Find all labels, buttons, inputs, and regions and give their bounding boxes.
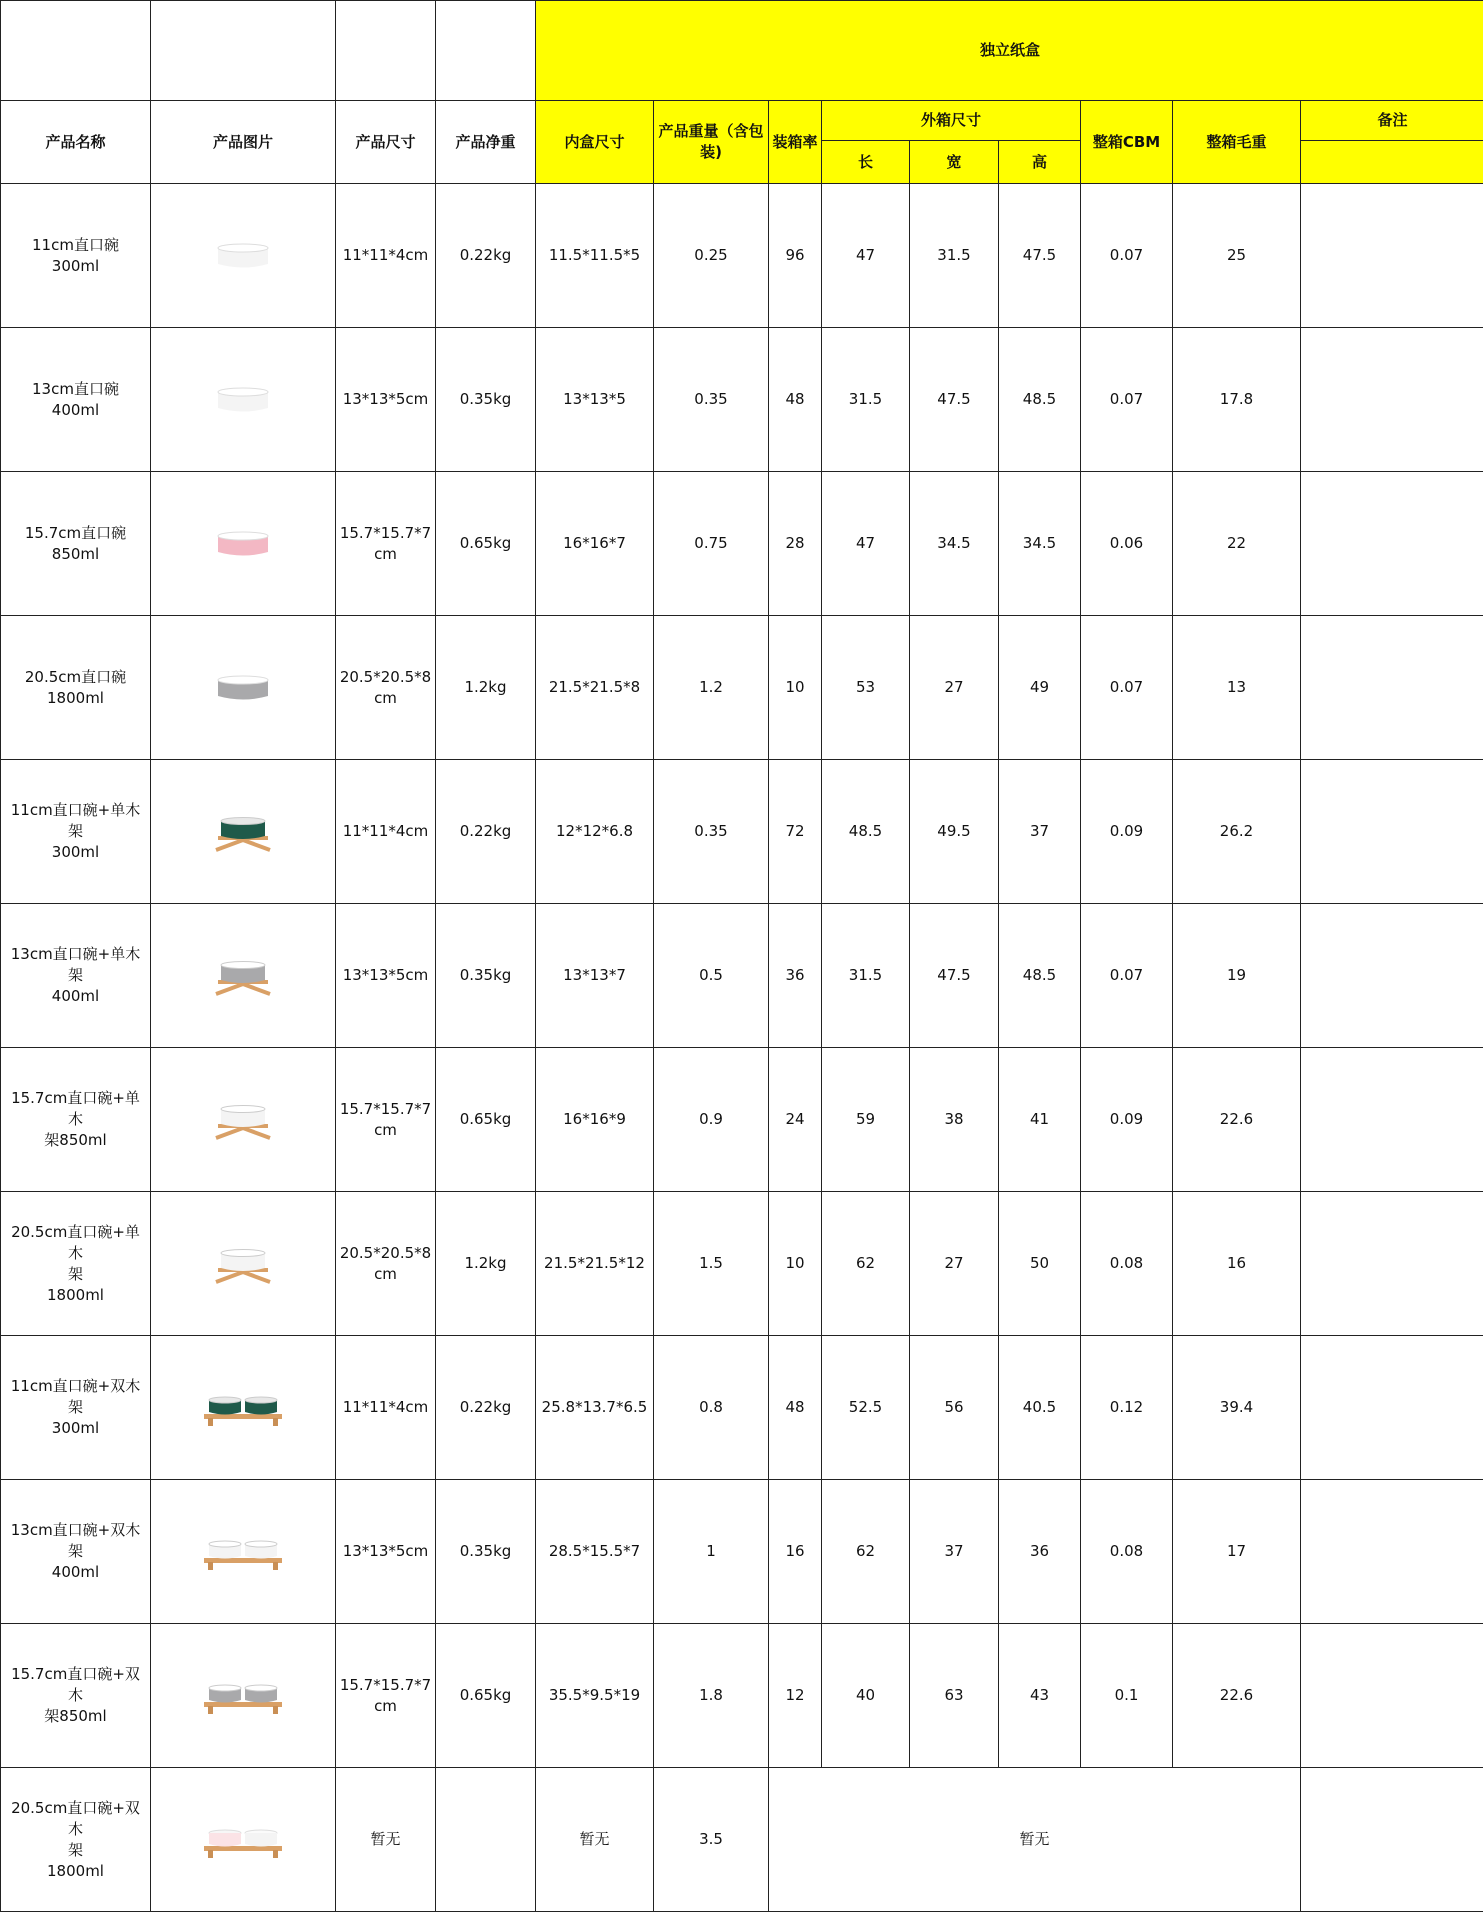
product-image-cell[interactable] [151,184,336,328]
remark-cell[interactable] [1301,1768,1483,1912]
header-net-weight[interactable]: 产品净重 [436,101,536,184]
white-bowl-single-stand-icon [208,1100,278,1140]
product-name-cell[interactable]: 13cm直口碗+单木架 400ml [1,904,151,1048]
pkg-weight-cell[interactable]: 1.2 [654,616,769,760]
pack-rate-cell[interactable]: 10 [769,616,822,760]
product-image-cell[interactable] [151,1624,336,1768]
pkg-weight-cell[interactable]: 0.75 [654,472,769,616]
header-cbm[interactable]: 整箱CBM [1081,101,1173,184]
cbm-cell[interactable]: 0.09 [1081,1048,1173,1192]
pink-white-bowls-double-stand-icon [198,1820,288,1860]
gross-weight-cell[interactable]: 22.6 [1173,1048,1301,1192]
gray-bowl-icon [208,668,278,708]
outer-length-cell[interactable]: 47 [822,472,910,616]
pack-rate-cell[interactable]: 24 [769,1048,822,1192]
net-weight-cell[interactable]: 0.65kg [436,1048,536,1192]
size-cell[interactable]: 20.5*20.5*8cm [336,1192,436,1336]
pkg-weight-cell[interactable]: 3.5 [654,1768,769,1912]
gross-weight-cell[interactable]: 17 [1173,1480,1301,1624]
outer-length-cell[interactable]: 53 [822,616,910,760]
cbm-cell[interactable]: 0.06 [1081,472,1173,616]
net-weight-cell[interactable]: 0.22kg [436,1336,536,1480]
product-name-cell[interactable]: 20.5cm直口碗+单木 架 1800ml [1,1192,151,1336]
outer-length-cell[interactable]: 48.5 [822,760,910,904]
gross-weight-cell[interactable]: 22.6 [1173,1624,1301,1768]
product-image-cell[interactable] [151,472,336,616]
product-name-cell[interactable]: 15.7cm直口碗+单木 架850ml [1,1048,151,1192]
inner-box-cell[interactable]: 21.5*21.5*12 [536,1192,654,1336]
pack-rate-cell[interactable]: 10 [769,1192,822,1336]
header-remark-sub[interactable] [1301,141,1483,184]
gross-weight-cell[interactable]: 25 [1173,184,1301,328]
pkg-weight-cell[interactable]: 0.5 [654,904,769,1048]
table-row-5 [1,760,1483,904]
header-inner-box[interactable]: 内盒尺寸 [536,101,654,184]
header-gross[interactable]: 整箱毛重 [1173,101,1301,184]
outer-width-cell[interactable]: 38 [910,1048,999,1192]
pkg-weight-cell[interactable]: 1.5 [654,1192,769,1336]
cbm-cell[interactable]: 0.07 [1081,328,1173,472]
outer-height-cell[interactable]: 43 [999,1624,1081,1768]
product-name-cell[interactable]: 20.5cm直口碗+双木 架 1800ml [1,1768,151,1912]
cbm-cell[interactable]: 0.07 [1081,616,1173,760]
remark-cell[interactable] [1301,472,1483,616]
table-row-2 [1,328,1483,472]
size-cell[interactable]: 11*11*4cm [336,760,436,904]
outer-width-cell[interactable]: 31.5 [910,184,999,328]
product-image-cell[interactable] [151,616,336,760]
header-pkg-weight[interactable]: 产品重量（含包装) [654,101,769,184]
group-header-row [1,1,1483,101]
gross-weight-cell[interactable]: 39.4 [1173,1336,1301,1480]
product-image-cell[interactable] [151,1048,336,1192]
blank-cell[interactable] [436,1,536,101]
white-bowl-single-stand-icon [208,1244,278,1284]
remark-cell[interactable] [1301,1624,1483,1768]
header-name[interactable]: 产品名称 [1,101,151,184]
size-cell[interactable]: 20.5*20.5*8cm [336,616,436,760]
inner-box-cell[interactable]: 13*13*7 [536,904,654,1048]
header-width[interactable]: 宽 [910,141,999,184]
gross-weight-cell[interactable]: 26.2 [1173,760,1301,904]
net-weight-cell[interactable]: 1.2kg [436,1192,536,1336]
gross-weight-cell[interactable]: 17.8 [1173,328,1301,472]
product-image-cell[interactable] [151,328,336,472]
header-remark[interactable]: 备注 [1301,101,1483,141]
net-weight-cell[interactable]: 0.65kg [436,1624,536,1768]
product-name-cell[interactable]: 11cm直口碗 300ml [1,184,151,328]
outer-height-cell[interactable]: 48.5 [999,328,1081,472]
product-name-cell[interactable]: 13cm直口碗 400ml [1,328,151,472]
pkg-weight-cell[interactable]: 1.8 [654,1624,769,1768]
size-cell[interactable]: 13*13*5cm [336,904,436,1048]
product-image-cell[interactable] [151,904,336,1048]
group-title-cell[interactable]: 独立纸盒 [536,1,1483,101]
outer-width-cell[interactable]: 27 [910,1192,999,1336]
outer-length-cell[interactable]: 47 [822,184,910,328]
pack-rate-cell[interactable]: 48 [769,328,822,472]
header-image[interactable]: 产品图片 [151,101,336,184]
net-weight-cell[interactable]: 0.22kg [436,184,536,328]
product-name-cell[interactable]: 15.7cm直口碗 850ml [1,472,151,616]
net-weight-cell[interactable]: 0.35kg [436,1480,536,1624]
table-row-9 [1,1336,1483,1480]
product-image-cell[interactable] [151,1768,336,1912]
pack-rate-cell[interactable]: 28 [769,472,822,616]
outer-length-cell[interactable]: 40 [822,1624,910,1768]
header-pack-rate[interactable]: 装箱率 [769,101,822,184]
table-row-1 [1,184,1483,328]
product-image-cell[interactable] [151,1192,336,1336]
outer-width-cell[interactable]: 37 [910,1480,999,1624]
outer-height-cell[interactable]: 47.5 [999,184,1081,328]
outer-width-cell[interactable]: 56 [910,1336,999,1480]
cbm-cell[interactable]: 0.1 [1081,1624,1173,1768]
table-row-last [1,1768,1483,1912]
product-image-cell[interactable] [151,760,336,904]
header-height[interactable]: 高 [999,141,1081,184]
pink-bowl-icon [208,524,278,564]
size-cell[interactable]: 13*13*5cm [336,1480,436,1624]
inner-box-cell[interactable]: 13*13*5 [536,328,654,472]
outer-height-cell[interactable]: 34.5 [999,472,1081,616]
cbm-cell[interactable]: 0.08 [1081,1192,1173,1336]
white-bowl-icon [208,380,278,420]
table-row-7 [1,1048,1483,1192]
remark-cell[interactable] [1301,616,1483,760]
inner-box-cell[interactable]: 11.5*11.5*5 [536,184,654,328]
gray-bowls-double-stand-icon [198,1676,288,1716]
white-bowls-double-stand-icon [198,1532,288,1572]
product-name-cell[interactable]: 11cm直口碗+双木架 300ml [1,1336,151,1480]
outer-height-cell[interactable]: 49 [999,616,1081,760]
product-name-cell[interactable]: 15.7cm直口碗+双木 架850ml [1,1624,151,1768]
blank-cell[interactable] [336,1,436,101]
header-length[interactable]: 长 [822,141,910,184]
outer-height-cell[interactable]: 36 [999,1480,1081,1624]
net-weight-cell[interactable]: 0.35kg [436,328,536,472]
pack-rate-cell[interactable]: 96 [769,184,822,328]
cbm-cell[interactable]: 0.07 [1081,904,1173,1048]
outer-length-cell[interactable]: 62 [822,1192,910,1336]
pkg-weight-cell[interactable]: 0.9 [654,1048,769,1192]
table-row-11 [1,1624,1483,1768]
remark-cell[interactable] [1301,184,1483,328]
pack-rate-cell[interactable]: 36 [769,904,822,1048]
outer-height-cell[interactable]: 48.5 [999,904,1081,1048]
outer-length-cell[interactable]: 59 [822,1048,910,1192]
product-name-cell[interactable]: 13cm直口碗+双木架 400ml [1,1480,151,1624]
blank-cell[interactable] [1,1,151,101]
gray-bowl-single-stand-icon [208,956,278,996]
inner-box-cell[interactable]: 16*16*7 [536,472,654,616]
size-cell[interactable]: 15.7*15.7*7cm [336,1048,436,1192]
remark-cell[interactable] [1301,1192,1483,1336]
table-row-4 [1,616,1483,760]
pkg-weight-cell[interactable]: 0.35 [654,328,769,472]
gross-weight-cell[interactable]: 13 [1173,616,1301,760]
net-weight-cell[interactable] [436,1768,536,1912]
inner-box-cell[interactable]: 25.8*13.7*6.5 [536,1336,654,1480]
gross-weight-cell[interactable]: 16 [1173,1192,1301,1336]
merged-na-cell[interactable]: 暂无 [769,1768,1301,1912]
net-weight-cell[interactable]: 0.65kg [436,472,536,616]
table-row-6 [1,904,1483,1048]
net-weight-cell[interactable]: 1.2kg [436,616,536,760]
net-weight-cell[interactable]: 0.35kg [436,904,536,1048]
outer-height-cell[interactable]: 40.5 [999,1336,1081,1480]
remark-cell[interactable] [1301,1336,1483,1480]
remark-cell[interactable] [1301,904,1483,1048]
header-size[interactable]: 产品尺寸 [336,101,436,184]
product-name-cell[interactable]: 11cm直口碗+单木架 300ml [1,760,151,904]
table-row-3 [1,472,1483,616]
inner-box-cell[interactable]: 21.5*21.5*8 [536,616,654,760]
inner-box-cell[interactable]: 12*12*6.8 [536,760,654,904]
pack-rate-cell[interactable]: 48 [769,1336,822,1480]
inner-box-cell[interactable]: 28.5*15.5*7 [536,1480,654,1624]
header-outer-box[interactable]: 外箱尺寸 [822,101,1081,141]
table-row-10 [1,1480,1483,1624]
gross-weight-cell[interactable]: 19 [1173,904,1301,1048]
outer-length-cell[interactable]: 31.5 [822,328,910,472]
product-image-cell[interactable] [151,1336,336,1480]
inner-box-cell[interactable]: 暂无 [536,1768,654,1912]
size-cell[interactable]: 15.7*15.7*7cm [336,1624,436,1768]
inner-box-cell[interactable]: 16*16*9 [536,1048,654,1192]
gross-weight-cell[interactable]: 22 [1173,472,1301,616]
pkg-weight-cell[interactable]: 1 [654,1480,769,1624]
product-name-cell[interactable]: 20.5cm直口碗 1800ml [1,616,151,760]
cbm-cell[interactable]: 0.12 [1081,1336,1173,1480]
outer-width-cell[interactable]: 47.5 [910,904,999,1048]
outer-height-cell[interactable]: 41 [999,1048,1081,1192]
inner-box-cell[interactable]: 35.5*9.5*19 [536,1624,654,1768]
pack-rate-cell[interactable]: 72 [769,760,822,904]
blank-cell[interactable] [151,1,336,101]
size-cell[interactable]: 11*11*4cm [336,1336,436,1480]
cbm-cell[interactable]: 0.09 [1081,760,1173,904]
size-cell[interactable]: 11*11*4cm [336,184,436,328]
outer-width-cell[interactable]: 63 [910,1624,999,1768]
pack-rate-cell[interactable]: 12 [769,1624,822,1768]
size-cell[interactable]: 暂无 [336,1768,436,1912]
outer-length-cell[interactable]: 62 [822,1480,910,1624]
outer-height-cell[interactable]: 50 [999,1192,1081,1336]
outer-width-cell[interactable]: 47.5 [910,328,999,472]
green-bowl-single-stand-icon [208,812,278,852]
outer-width-cell[interactable]: 49.5 [910,760,999,904]
white-bowl-icon [208,236,278,276]
net-weight-cell[interactable]: 0.22kg [436,760,536,904]
outer-height-cell[interactable]: 37 [999,760,1081,904]
remark-cell[interactable] [1301,1048,1483,1192]
outer-width-cell[interactable]: 27 [910,616,999,760]
cbm-cell[interactable]: 0.07 [1081,184,1173,328]
column-header-row [1,101,1483,141]
outer-length-cell[interactable]: 31.5 [822,904,910,1048]
outer-length-cell[interactable]: 52.5 [822,1336,910,1480]
size-cell[interactable]: 15.7*15.7*7cm [336,472,436,616]
outer-width-cell[interactable]: 34.5 [910,472,999,616]
product-image-cell[interactable] [151,1480,336,1624]
pack-rate-cell[interactable]: 16 [769,1480,822,1624]
green-bowls-double-stand-icon [198,1388,288,1428]
pkg-weight-cell[interactable]: 0.35 [654,760,769,904]
remark-cell[interactable] [1301,328,1483,472]
pkg-weight-cell[interactable]: 0.8 [654,1336,769,1480]
pkg-weight-cell[interactable]: 0.25 [654,184,769,328]
size-cell[interactable]: 13*13*5cm [336,328,436,472]
table-row-8 [1,1192,1483,1336]
remark-cell[interactable] [1301,1480,1483,1624]
cbm-cell[interactable]: 0.08 [1081,1480,1173,1624]
remark-cell[interactable] [1301,760,1483,904]
